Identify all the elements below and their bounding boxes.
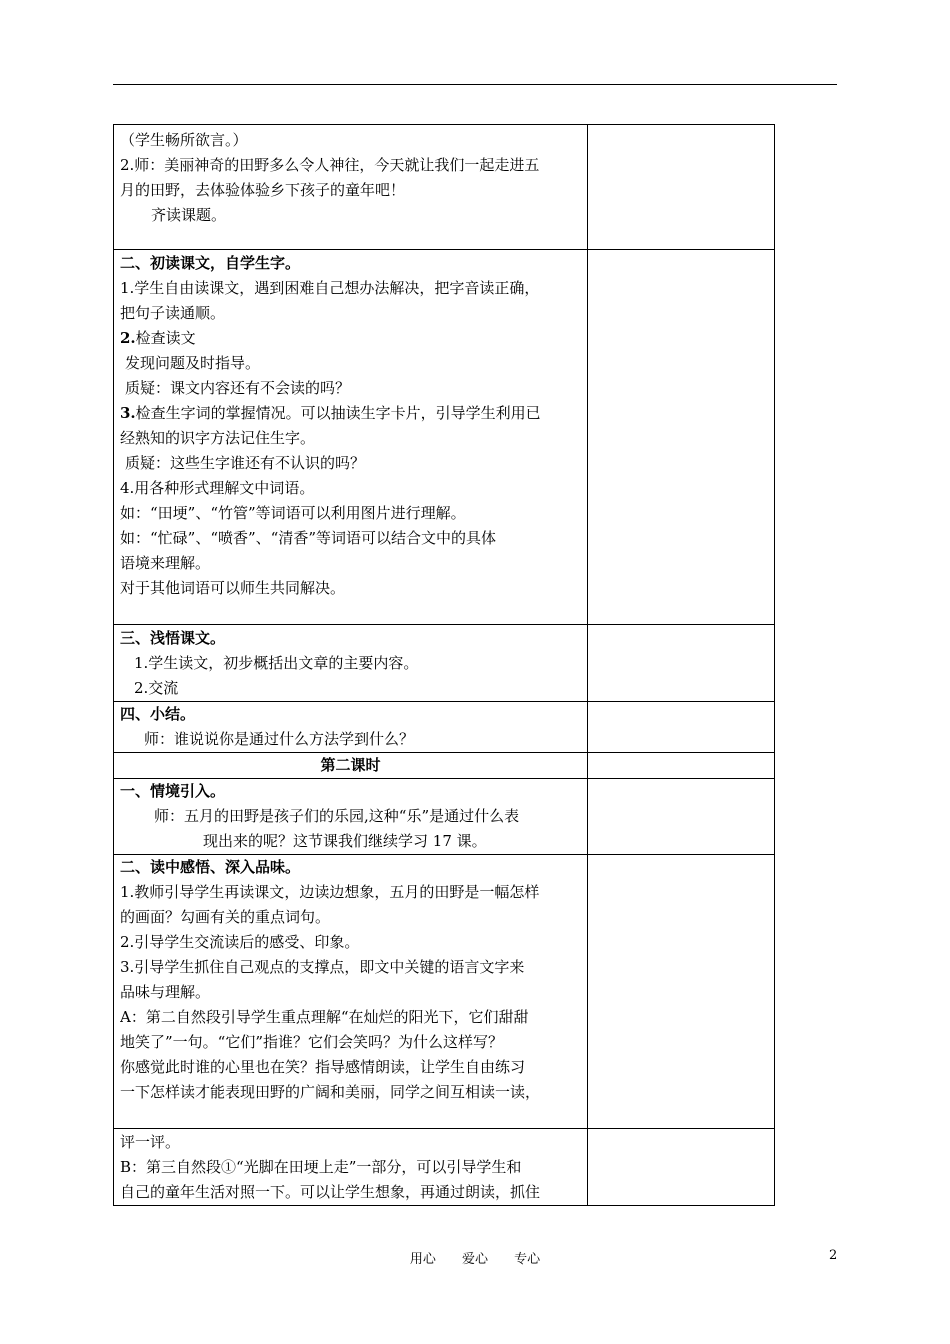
content-cell xyxy=(114,625,588,702)
text-line: 3.引导学生抓住自己观点的支撑点，即文中关键的语言文字来 xyxy=(120,958,525,976)
table-row xyxy=(114,625,775,702)
text-line: 如：“田埂”、“竹管”等词语可以利用图片进行理解。 xyxy=(120,504,466,522)
text-line: 发现问题及时指导。 xyxy=(125,354,261,372)
notes-cell xyxy=(588,779,775,855)
section-heading: 二、初读课文，自学生字。 xyxy=(120,254,301,272)
header-rule xyxy=(113,84,837,85)
text-line: A：第二自然段引导学生重点理解“在灿烂的阳光下，它们甜甜 xyxy=(120,1008,529,1026)
text-line: 质疑：这些生字谁还有不认识的吗？ xyxy=(125,454,366,472)
content-cell xyxy=(114,779,588,855)
content-cell xyxy=(114,702,588,753)
text-line: 对于其他词语可以师生共同解决。 xyxy=(120,579,346,597)
text-line: 品味与理解。 xyxy=(120,983,211,1001)
text-line: 1.学生读文，初步概括出文章的主要内容。 xyxy=(134,654,419,672)
notes-cell xyxy=(588,1129,775,1206)
text-line: 一下怎样读才能表现田野的广阔和美丽，同学之间互相读一读， xyxy=(120,1083,541,1101)
text-line: 齐读课题。 xyxy=(151,206,227,224)
notes-cell xyxy=(588,753,775,779)
text-line: 师：谁说说你是通过什么方法学到什么？ xyxy=(144,730,415,748)
text-line: 1.教师引导学生再读课文，边读边想象，五月的田野是一幅怎样 xyxy=(120,883,540,901)
notes-cell xyxy=(588,250,775,625)
content-cell xyxy=(114,855,588,1129)
text-line: 1.学生自由读课文，遇到困难自己想办法解决，把字音读正确， xyxy=(120,279,540,297)
text-line: 地笑了”一句。“它们”指谁？它们会笑吗？为什么这样写？ xyxy=(120,1033,504,1051)
text-line: 如：“忙碌”、“喷香”、“清香”等词语可以结合文中的具体 xyxy=(120,529,497,547)
text-line xyxy=(120,401,581,426)
text-line xyxy=(120,326,581,351)
content-cell xyxy=(114,250,588,625)
text-line: 月的田野，去体验体验乡下孩子的童年吧！ xyxy=(120,181,406,199)
table-row xyxy=(114,753,775,779)
text-line: B：第三自然段①“光脚在田埂上走”一部分，可以引导学生和 xyxy=(120,1158,522,1176)
table-row xyxy=(114,702,775,753)
text-line: 自己的童年生活对照一下。可以让学生想象，再通过朗读，抓住 xyxy=(120,1183,541,1201)
text-line: 现出来的呢？这节课我们继续学习 17 课。 xyxy=(203,832,487,850)
footer-item: 专心 xyxy=(514,1252,541,1267)
content-cell xyxy=(114,1129,588,1206)
item-number: 3. xyxy=(120,404,136,422)
text-line: （学生畅所欲言。） xyxy=(120,131,248,149)
table-row xyxy=(114,250,775,625)
notes-cell xyxy=(588,125,775,250)
section-heading: 四、小结。 xyxy=(120,705,196,723)
notes-cell xyxy=(588,855,775,1129)
section-heading: 三、浅悟课文。 xyxy=(120,629,226,647)
content-cell xyxy=(114,125,588,250)
text-line: 你感觉此时谁的心里也在笑？指导感情朗读，让学生自由练习 xyxy=(120,1058,526,1076)
lesson-title: 第二课时 xyxy=(114,753,588,779)
text-line: 质疑：课文内容还有不会读的吗？ xyxy=(125,379,351,397)
table-row xyxy=(114,125,775,250)
text-line: 2.引导学生交流读后的感受、印象。 xyxy=(120,933,360,951)
page-footer xyxy=(0,1248,950,1267)
text-line: 经熟知的识字方法记住生字。 xyxy=(120,429,316,447)
text-line: 师：五月的田野是孩子们的乐园,这种“乐”是通过什么表 xyxy=(154,807,520,825)
item-text: 检查生字词的掌握情况。可以抽读生字卡片，引导学生利用已 xyxy=(135,404,541,422)
text-line: 把句子读通顺。 xyxy=(120,304,226,322)
item-text: 检查读文 xyxy=(135,329,196,347)
footer-item: 爱心 xyxy=(461,1252,488,1267)
section-heading: 一、情境引入。 xyxy=(120,782,226,800)
page-number: 2 xyxy=(829,1248,838,1263)
table-row xyxy=(114,855,775,1129)
footer-item: 用心 xyxy=(409,1252,436,1267)
item-number: 2. xyxy=(120,329,136,347)
text-line: 的画面？勾画有关的重点词句。 xyxy=(120,908,331,926)
text-line: 2.交流 xyxy=(134,679,179,697)
text-line: 语境来理解。 xyxy=(120,554,211,572)
notes-cell xyxy=(588,702,775,753)
text-line: 2.师：美丽神奇的田野多么令人神往，今天就让我们一起走进五 xyxy=(120,156,540,174)
section-heading: 二、读中感悟、深入品味。 xyxy=(120,858,301,876)
table-row xyxy=(114,779,775,855)
text-line: 评一评。 xyxy=(120,1133,181,1151)
table-row xyxy=(114,1129,775,1206)
text-line: 4.用各种形式理解文中词语。 xyxy=(120,479,315,497)
notes-cell xyxy=(588,625,775,702)
lesson-plan-table xyxy=(113,124,775,1206)
